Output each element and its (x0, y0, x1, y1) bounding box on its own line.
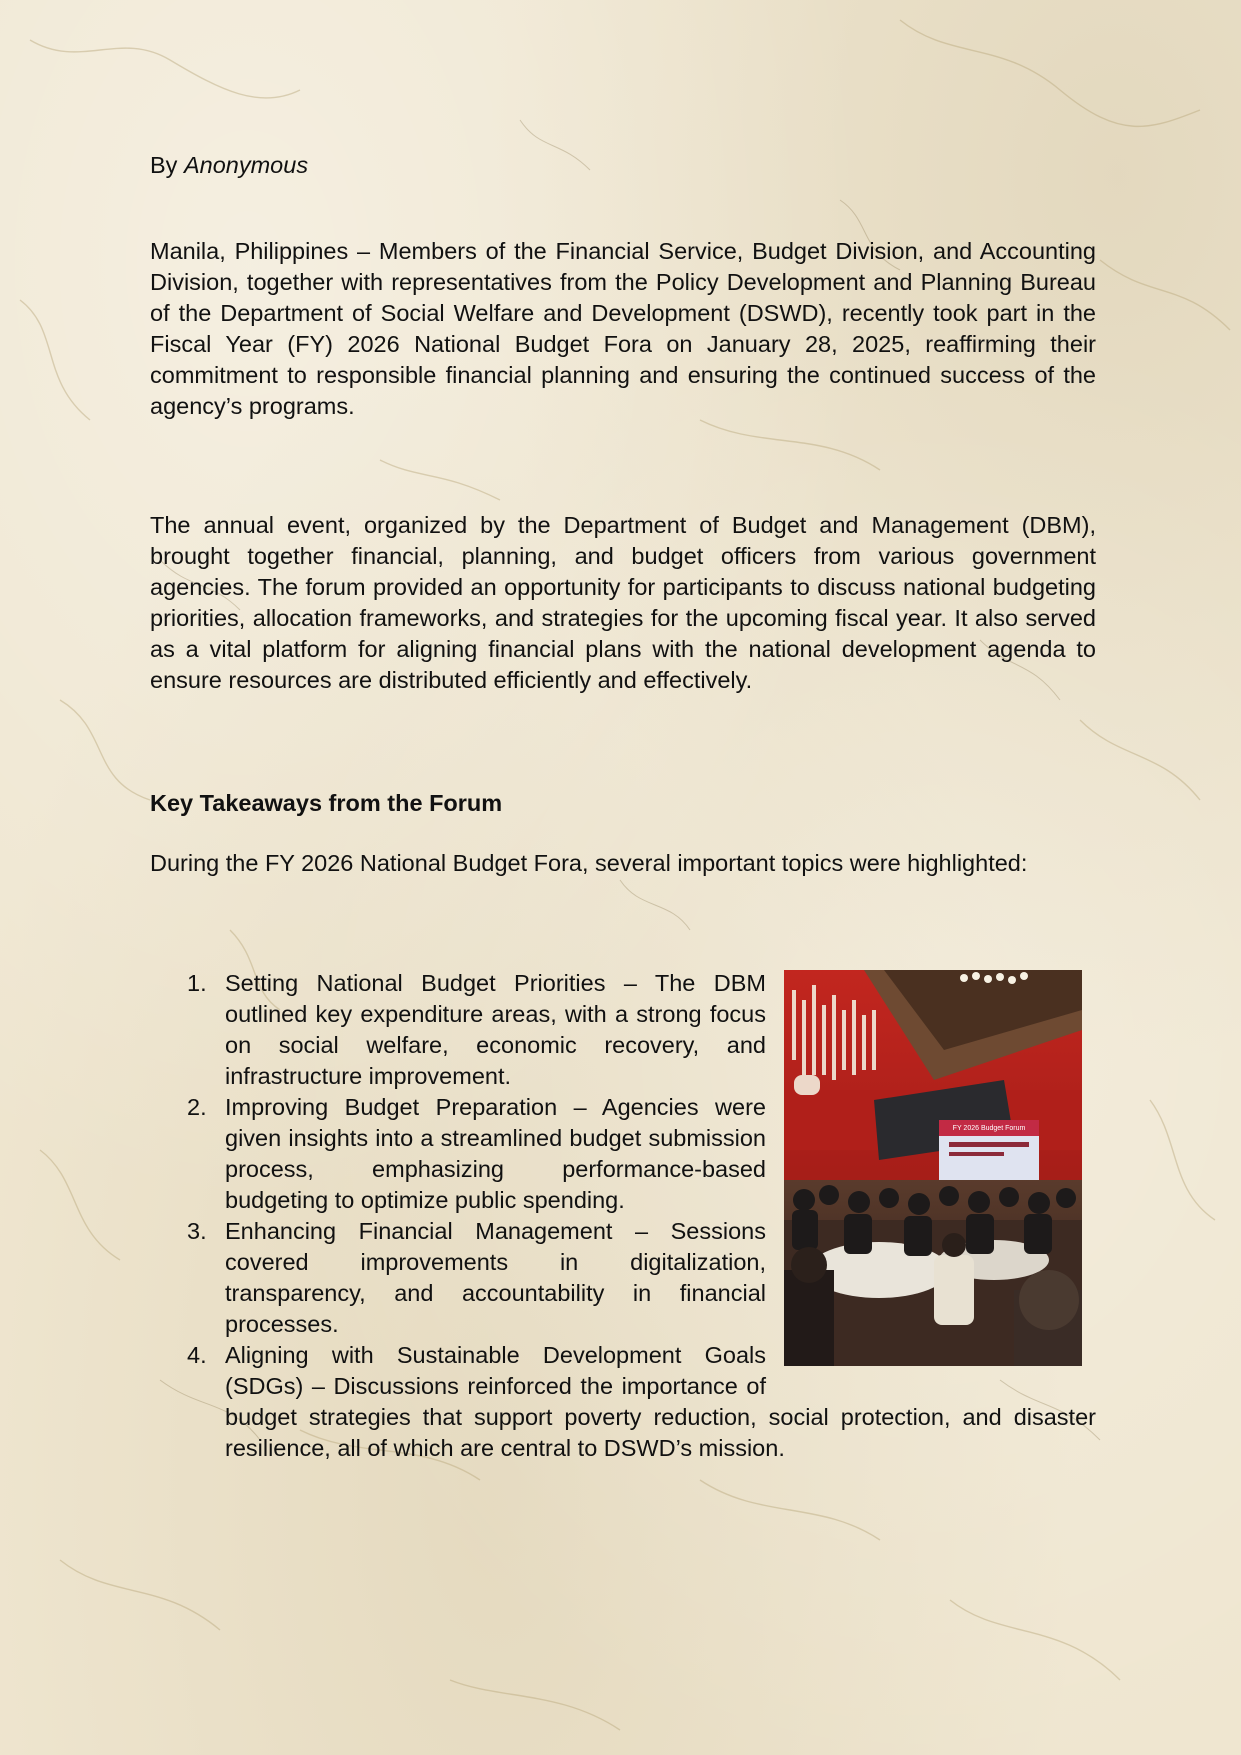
list-item-number: 3. (187, 1218, 207, 1244)
byline-prefix: By (150, 152, 178, 178)
list-item-text: Aligning with Sustainable Development Goals (SDGs) – Discussions reinforced the importance of budget strategies that support poverty reduction, social protection, and disaster resilience, all of which are central to DSWD’s mission. (225, 1342, 1096, 1461)
paragraph-event: The annual event, organized by the Department of Budget and Management (DBM), brought together financial, planning, and budget officers from various government agencies. The forum provided an opportunity for participants to discuss national budgeting priorities, allocation frameworks, and strategies for the upcoming fiscal year. It also served as a vital platform for aligning financial plans with the national development agenda to ensure resources are distributed efficiently and effectively. (150, 512, 1096, 693)
takeaways-block (150, 968, 1096, 1464)
section-heading: Key Takeaways from the Forum (150, 790, 503, 816)
list-item-text: Setting National Budget Priorities – The DBM outlined key expenditure areas, with a strong focus on social welfare, economic recovery, and infrastructure improvement. (225, 970, 766, 1089)
paragraph-intro: Manila, Philippines – Members of the Financial Service, Budget Division, and Accounting Division, together with representatives from the Policy Development and Planning Bureau of the Department of Social Welfare and Development (DSWD), recently took part in the Fiscal Year (FY) 2026 National Budget Fora on January 28, 2025, reaffirming their commitment to responsible financial planning and ensuring the continued success of the agency’s programs. (150, 238, 1096, 419)
byline-author: Anonymous (183, 152, 309, 178)
forum-screen-text: FY 2026 Budget Forum (952, 1125, 1026, 1132)
list-item (150, 1340, 1096, 1464)
list-item-text: Enhancing Financial Management – Sessions covered improvements in digitalization, transparency, and accountability in financial processes. (225, 1218, 766, 1337)
byline (150, 150, 308, 181)
list-item-number: 2. (187, 1094, 207, 1120)
list-item-number: 4. (187, 1342, 207, 1368)
takeaways-list (150, 968, 1096, 1464)
list-item-text: Improving Budget Preparation – Agencies were given insights into a streamlined budget submission process, emphasizing performance-based budgeting to optimize public spending. (225, 1094, 766, 1213)
section-intro: During the FY 2026 National Budget Fora, several important topics were highlighted: (150, 850, 1028, 876)
list-item (150, 968, 1096, 1092)
list-item-number: 1. (187, 970, 207, 996)
list-item (150, 1216, 1096, 1340)
list-item (150, 1092, 1096, 1216)
